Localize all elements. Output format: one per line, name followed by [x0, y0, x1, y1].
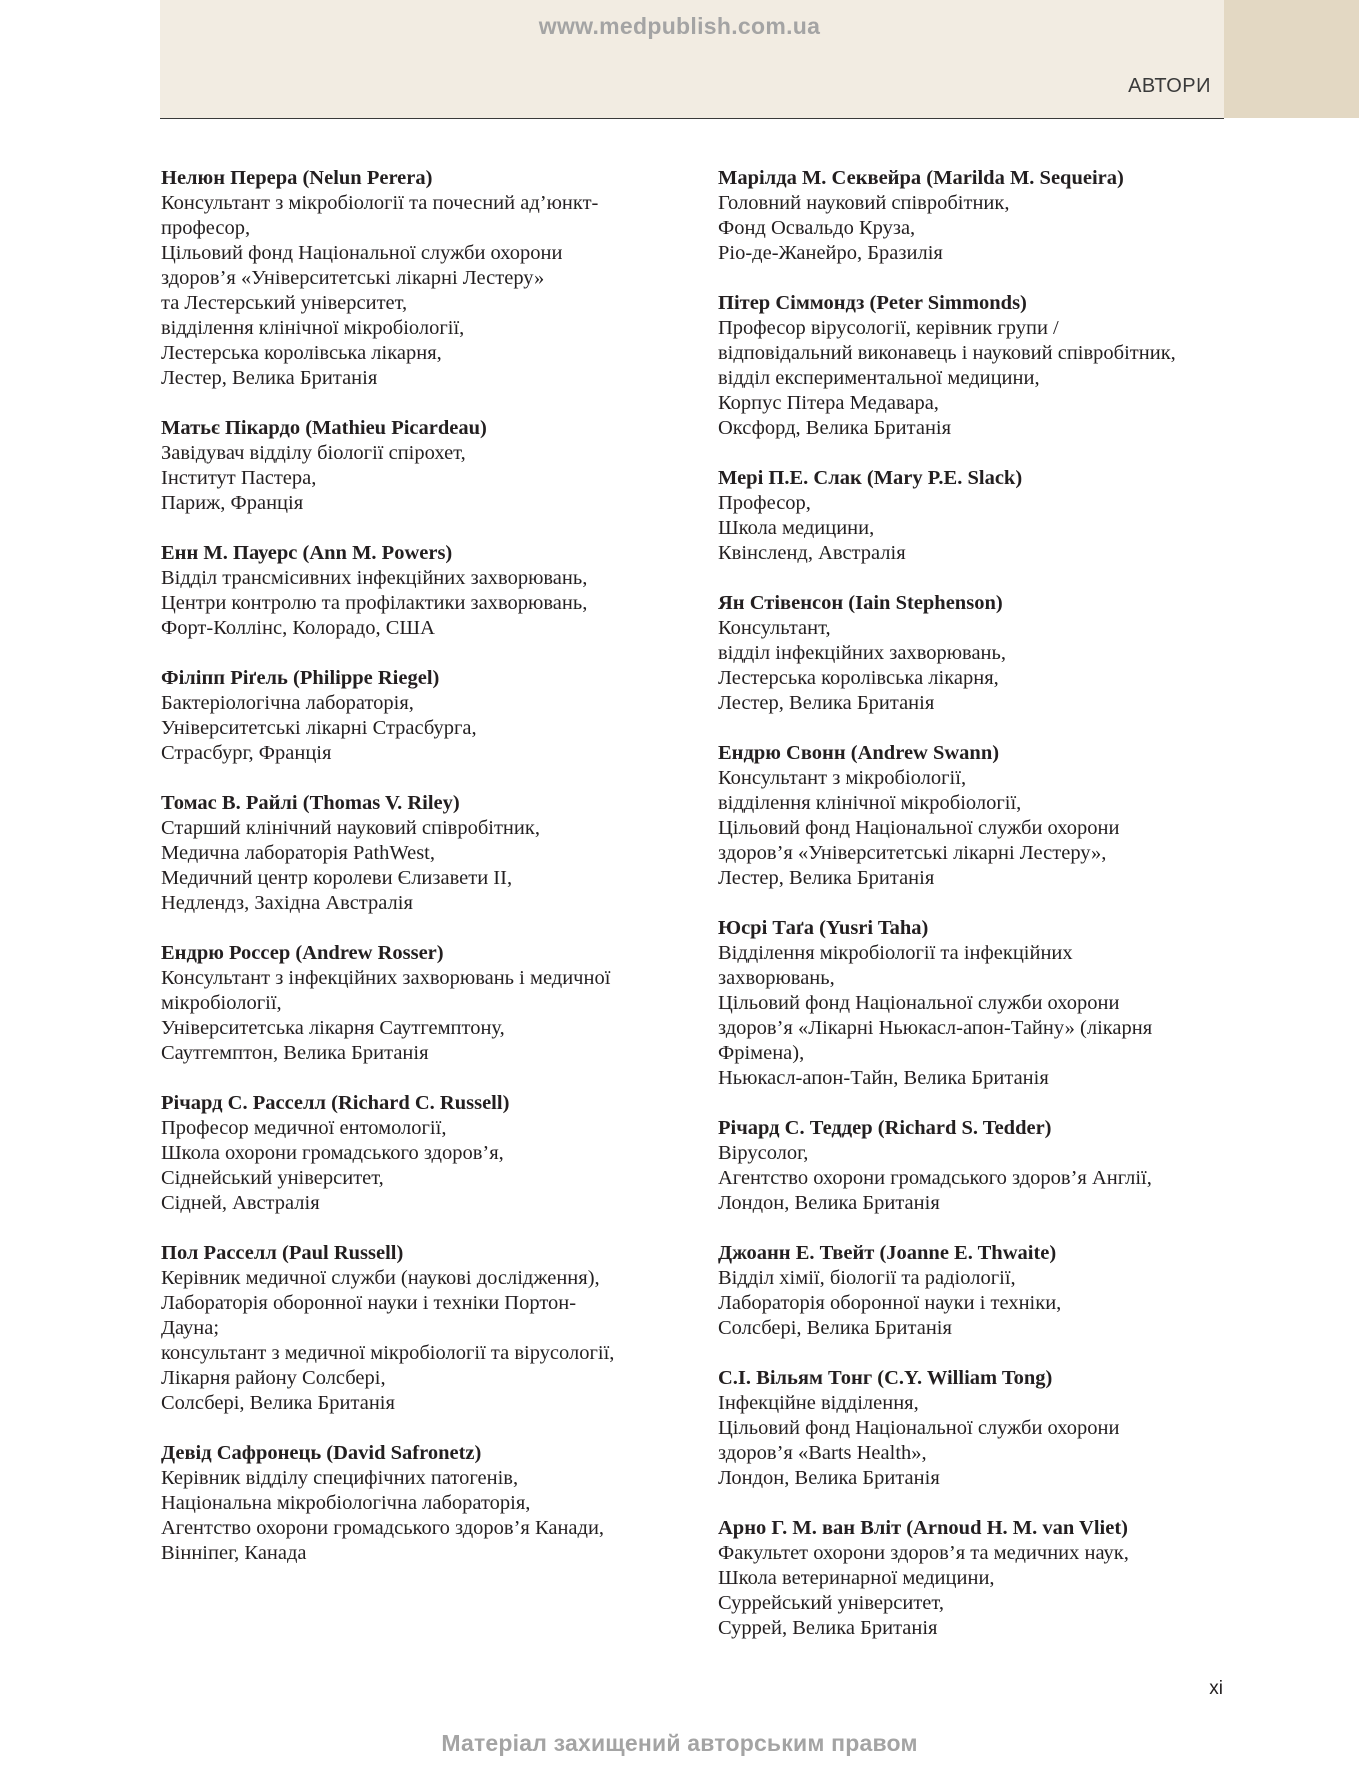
affiliation-line: Суррей, Велика Британія — [718, 1617, 938, 1639]
author-name: Юсрі Таґа (Yusri Taha) — [718, 917, 929, 939]
affiliation-line: Лікарня району Солсбері, — [161, 1367, 386, 1389]
affiliation-line: відділ експериментальної медицини, — [718, 367, 1040, 389]
authors-column-right — [718, 166, 1238, 1666]
affiliation-line: Консультант з мікробіології, — [718, 767, 967, 789]
affiliation-line: Інститут Пастера, — [161, 467, 317, 489]
affiliation-line: Керівник відділу специфічних патогенів, — [161, 1467, 519, 1489]
affiliation-line: консультант з медичної мікробіології та вірусології, — [161, 1342, 615, 1364]
author-name: Ян Стівенсон (Iain Stephenson) — [718, 592, 1003, 614]
affiliation-line: Оксфорд, Велика Британія — [718, 417, 952, 439]
affiliation-line: здоров’я «Лікарні Ньюкасл-апон-Тайну» (лікарня — [718, 1017, 1153, 1039]
author-entry — [161, 666, 681, 766]
affiliation-line: Цільовий фонд Національної служби охорони — [718, 1417, 1120, 1439]
affiliation-line: Факультет охорони здоров’я та медичних наук, — [718, 1542, 1129, 1564]
affiliation-line: Відділення мікробіології та інфекційних — [718, 942, 1073, 964]
affiliation-line: Суррейський університет, — [718, 1592, 944, 1614]
affiliation-line: Солсбері, Велика Британія — [718, 1317, 952, 1339]
affiliation-line: відділ інфекційних захворювань, — [718, 642, 1007, 664]
author-name: Філіпп Ріґель (Philippe Riegel) — [161, 667, 440, 689]
affiliation-line: Форт-Коллінс, Колорадо, США — [161, 617, 435, 639]
affiliation-line: Ньюкасл-апон-Тайн, Велика Британія — [718, 1067, 1049, 1089]
affiliation-line: Професор вірусології, керівник групи / — [718, 317, 1059, 339]
affiliation-line: Керівник медичної служби (наукові дослідження), — [161, 1267, 600, 1289]
author-entry — [718, 591, 1238, 716]
author-entry — [161, 1091, 681, 1216]
affiliation-line: Париж, Франція — [161, 492, 304, 514]
watermark-url: www.medpublish.com.ua — [538, 13, 821, 39]
author-entry — [161, 1241, 681, 1416]
affiliation-line: Відділ трансмісивних інфекційних захворювань, — [161, 567, 588, 589]
affiliation-line: Лестер, Велика Британія — [718, 692, 935, 714]
affiliation-line: Недлендз, Західна Австралія — [161, 892, 413, 914]
affiliation-line: Відділ хімії, біології та радіології, — [718, 1267, 1016, 1289]
affiliation-line: здоров’я «Barts Health», — [718, 1442, 927, 1464]
affiliation-line: мікробіології, — [161, 992, 282, 1014]
affiliation-line: Лестер, Велика Британія — [161, 367, 378, 389]
author-entry — [718, 1516, 1238, 1641]
affiliation-line: Головний науковий співробітник, — [718, 192, 1010, 214]
affiliation-line: Сіднейський університет, — [161, 1167, 384, 1189]
affiliation-line: та Лестерський університет, — [161, 292, 408, 314]
affiliation-line: відповідальний виконавець і науковий співробітник, — [718, 342, 1176, 364]
affiliation-line: Лестерська королівська лікарня, — [718, 667, 999, 689]
author-name: Пол Расселл (Paul Russell) — [161, 1242, 404, 1264]
affiliation-line: Лестерська королівська лікарня, — [161, 342, 442, 364]
author-entry — [161, 416, 681, 516]
affiliation-line: Національна мікробіологічна лабораторія, — [161, 1492, 531, 1514]
affiliation-line: Старший клінічний науковий співробітник, — [161, 817, 540, 839]
author-entry — [161, 791, 681, 916]
affiliation-line: Консультант з інфекційних захворювань і медичної — [161, 967, 611, 989]
affiliation-line: професор, — [161, 217, 251, 239]
author-name: Ендрю Свонн (Andrew Swann) — [718, 742, 1000, 764]
affiliation-line: Цільовий фонд Національної служби охорони — [718, 992, 1120, 1014]
affiliation-line: захворювань, — [718, 967, 835, 989]
author-name: Матьє Пікардо (Mathieu Picardeau) — [161, 417, 487, 439]
affiliation-line: Саутгемптон, Велика Британія — [161, 1042, 429, 1064]
author-name: С.І. Вільям Тонг (C.Y. William Tong) — [718, 1367, 1053, 1389]
affiliation-line: Дауна; — [161, 1317, 220, 1339]
copyright-watermark: Матеріал захищений авторським правом — [441, 1730, 918, 1756]
affiliation-line: Агентство охорони громадського здоров’я Канади, — [161, 1517, 605, 1539]
affiliation-line: відділення клінічної мікробіології, — [161, 317, 465, 339]
affiliation-line: Вінніпег, Канада — [161, 1542, 307, 1564]
author-entry — [161, 1441, 681, 1566]
affiliation-line: Завідувач відділу біології спірохет, — [161, 442, 466, 464]
affiliation-line: Консультант, — [718, 617, 831, 639]
affiliation-line: Центри контролю та профілактики захворювань, — [161, 592, 588, 614]
affiliation-line: Корпус Пітера Медавара, — [718, 392, 939, 414]
author-name: Арно Г. М. ван Вліт (Arnoud H. M. van Vliet) — [718, 1517, 1128, 1539]
affiliation-line: Ріо-де-Жанейро, Бразилія — [718, 242, 943, 264]
author-name: Пітер Сіммондз (Peter Simmonds) — [718, 292, 1027, 314]
authors-column-left — [161, 166, 681, 1591]
affiliation-line: Сідней, Австралія — [161, 1192, 320, 1214]
author-name: Нелюн Перера (Nelun Perera) — [161, 167, 433, 189]
affiliation-line: Консультант з мікробіології та почесний ад’юнкт- — [161, 192, 599, 214]
author-entry — [718, 166, 1238, 266]
affiliation-line: Медичний центр королеви Єлизавети II, — [161, 867, 513, 889]
affiliation-line: Вірусолог, — [718, 1142, 809, 1164]
author-entry — [718, 291, 1238, 441]
affiliation-line: Лабораторія оборонної науки і техніки Портон- — [161, 1292, 577, 1314]
author-name: Ендрю Россер (Andrew Rosser) — [161, 942, 444, 964]
author-entry — [161, 166, 681, 391]
affiliation-line: Лондон, Велика Британія — [718, 1467, 940, 1489]
author-name: Річард С. Теддер (Richard S. Tedder) — [718, 1117, 1052, 1139]
affiliation-line: Цільовий фонд Національної служби охорони — [161, 242, 563, 264]
author-name: Мері П.Е. Слак (Mary P.E. Slack) — [718, 467, 1023, 489]
author-name: Енн М. Пауерс (Ann M. Powers) — [161, 542, 453, 564]
author-name: Девід Сафронець (David Safronetz) — [161, 1442, 482, 1464]
affiliation-line: Страсбург, Франція — [161, 742, 332, 764]
author-entry — [718, 916, 1238, 1091]
author-name: Марілда М. Секвейра (Marilda M. Sequeira) — [718, 167, 1124, 189]
affiliation-line: Фонд Освальдо Круза, — [718, 217, 916, 239]
affiliation-line: Медична лабораторія PathWest, — [161, 842, 436, 864]
author-entry — [161, 541, 681, 641]
affiliation-line: здоров’я «Університетські лікарні Лестеру» — [161, 267, 545, 289]
affiliation-line: Солсбері, Велика Британія — [161, 1392, 395, 1414]
affiliation-line: Лестер, Велика Британія — [718, 867, 935, 889]
affiliation-line: Професор, — [718, 492, 811, 514]
header-rule — [160, 118, 1224, 119]
author-entry — [718, 1241, 1238, 1341]
author-entry — [718, 1366, 1238, 1491]
affiliation-line: Квінсленд, Австралія — [718, 542, 906, 564]
affiliation-line: Школа ветеринарної медицини, — [718, 1567, 995, 1589]
author-entry — [161, 941, 681, 1066]
affiliation-line: Школа медицини, — [718, 517, 875, 539]
affiliation-line: Університетська лікарня Саутгемптону, — [161, 1017, 505, 1039]
author-entry — [718, 1116, 1238, 1216]
affiliation-line: Університетські лікарні Страсбурга, — [161, 717, 477, 739]
affiliation-line: Лондон, Велика Британія — [718, 1192, 940, 1214]
author-entry — [718, 741, 1238, 891]
affiliation-line: Бактеріологічна лабораторія, — [161, 692, 414, 714]
affiliation-line: Агентство охорони громадського здоров’я Англії, — [718, 1167, 1152, 1189]
author-name: Джоанн Е. Твейт (Joanne E. Thwaite) — [718, 1242, 1057, 1264]
author-name: Томас В. Райлі (Thomas V. Riley) — [161, 792, 460, 814]
affiliation-line: Інфекційне відділення, — [718, 1392, 919, 1414]
affiliation-line: Лабораторія оборонної науки і техніки, — [718, 1292, 1062, 1314]
affiliation-line: Професор медичної ентомології, — [161, 1117, 447, 1139]
affiliation-line: Цільовий фонд Національної служби охорони — [718, 817, 1120, 839]
page-number: xi — [1209, 1678, 1223, 1699]
affiliation-line: Фрімена), — [718, 1042, 805, 1064]
affiliation-line: Школа охорони громадського здоров’я, — [161, 1142, 504, 1164]
author-name: Річард С. Расселл (Richard C. Russell) — [161, 1092, 510, 1114]
affiliation-line: відділення клінічної мікробіології, — [718, 792, 1022, 814]
affiliation-line: здоров’я «Університетські лікарні Лестеру», — [718, 842, 1107, 864]
author-entry — [718, 466, 1238, 566]
section-title: АВТОРИ — [1128, 75, 1211, 97]
